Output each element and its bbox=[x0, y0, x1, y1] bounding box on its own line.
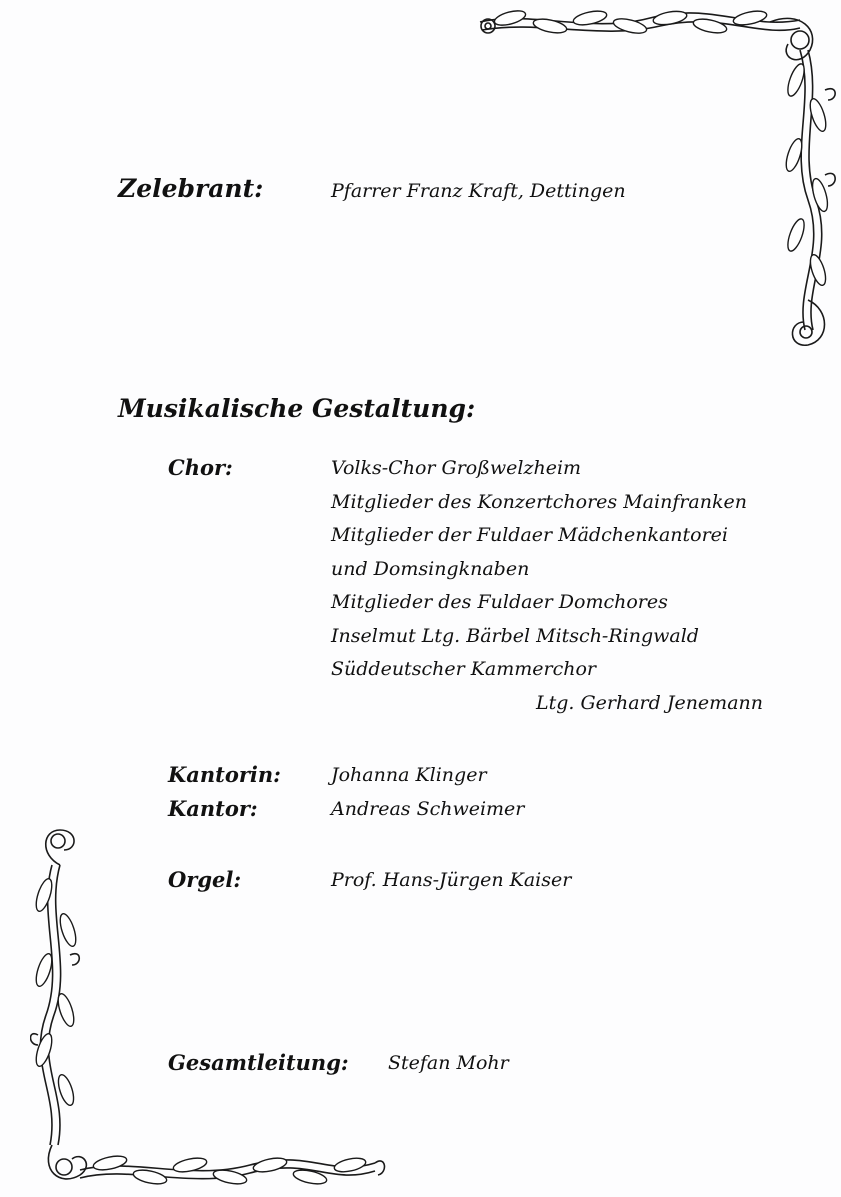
kantorin-value: Johanna Klinger bbox=[331, 764, 487, 786]
chor-line: und Domsingknaben bbox=[331, 557, 530, 580]
chor-line: Volks-Chor Großwelzheim bbox=[331, 457, 582, 479]
chor-line: Süddeutscher Kammerchor bbox=[331, 658, 596, 680]
zelebrant-label: Zelebrant: bbox=[118, 174, 264, 203]
chor-line: Inselmut Ltg. Bärbel Mitsch-Ringwald bbox=[331, 624, 699, 647]
chor-line: Mitglieder des Konzertchores Mainfranken bbox=[331, 490, 747, 513]
chor-line-leitung: Ltg. Gerhard Jenemann bbox=[535, 691, 763, 714]
chor-label: Chor: bbox=[168, 455, 233, 480]
chor-line: Mitglieder des Fuldaer Domchores bbox=[331, 591, 668, 613]
orgel-value: Prof. Hans-Jürgen Kaiser bbox=[331, 869, 572, 891]
chor-list bbox=[331, 452, 771, 720]
musik-heading: Musikalische Gestaltung: bbox=[118, 394, 476, 423]
zelebrant-value: Pfarrer Franz Kraft, Dettingen bbox=[331, 180, 626, 202]
kantor-label: Kantor: bbox=[168, 796, 258, 821]
orgel-label: Orgel: bbox=[168, 867, 242, 892]
gesamtleitung-value: Stefan Mohr bbox=[388, 1052, 509, 1074]
chor-line: Mitglieder der Fuldaer Mädchenkantorei bbox=[331, 524, 728, 546]
gesamtleitung-label: Gesamtleitung: bbox=[168, 1050, 349, 1075]
kantor-value: Andreas Schweimer bbox=[331, 798, 525, 820]
kantorin-label: Kantorin: bbox=[168, 762, 281, 787]
